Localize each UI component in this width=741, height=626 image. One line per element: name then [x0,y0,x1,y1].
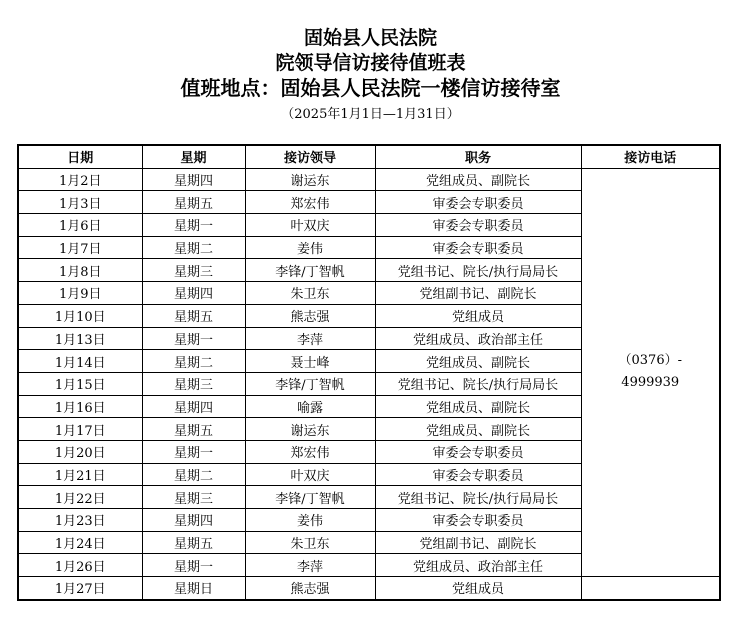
title-cell: 审委会专职委员 [375,191,581,214]
weekday-cell: 星期日 [142,577,245,600]
weekday-cell: 星期一 [142,214,245,237]
leader-cell: 李锋/丁智帆 [245,259,375,282]
table-row [18,577,720,600]
date-cell: 1月2日 [18,168,142,191]
date-cell: 1月16日 [18,395,142,418]
weekday-cell: 星期五 [142,191,245,214]
leader-cell: 喻露 [245,395,375,418]
schedule-period: （2025年1月1日—1月31日） [281,107,460,122]
leader-cell: 李萍 [245,554,375,577]
leader-cell: 叶双庆 [245,214,375,237]
weekday-cell: 星期五 [142,531,245,554]
weekday-cell: 星期二 [142,236,245,259]
weekday-cell: 星期四 [142,282,245,305]
date-cell: 1月7日 [18,236,142,259]
date-cell: 1月24日 [18,531,142,554]
weekday-cell: 星期四 [142,168,245,191]
title-cell: 党组成员、副院长 [375,418,581,441]
title-cell: 党组书记、院长/执行局局长 [375,372,581,395]
weekday-cell: 星期一 [142,327,245,350]
date-cell: 1月22日 [18,486,142,509]
phone-cell-empty [581,577,720,600]
leader-cell: 熊志强 [245,304,375,327]
leader-cell: 李锋/丁智帆 [245,372,375,395]
date-cell: 1月17日 [18,418,142,441]
title-cell: 党组成员、副院长 [375,350,581,373]
leader-cell: 李萍 [245,327,375,350]
weekday-cell: 星期五 [142,304,245,327]
title-cell: 党组成员、政治部主任 [375,327,581,350]
date-cell: 1月8日 [18,259,142,282]
leader-cell: 朱卫东 [245,282,375,305]
leader-cell: 姜伟 [245,509,375,532]
phone-number: 4999939 [621,375,680,391]
header-date: 日期 [18,145,142,168]
weekday-cell: 星期一 [142,440,245,463]
title-cell: 党组书记、院长/执行局局长 [375,486,581,509]
title-cell: 审委会专职委员 [375,236,581,259]
leader-cell: 郑宏伟 [245,191,375,214]
date-cell: 1月10日 [18,304,142,327]
title-cell: 党组副书记、副院长 [375,531,581,554]
leader-cell: 谢运东 [245,168,375,191]
header-leader: 接访领导 [245,145,375,168]
leader-cell: 谢运东 [245,418,375,441]
document-header [0,26,741,126]
leader-cell: 聂士峰 [245,350,375,373]
duty-location: 值班地点：固始县人民法院一楼信访接待室 [180,76,561,100]
weekday-cell: 星期四 [142,509,245,532]
title-cell: 审委会专职委员 [375,509,581,532]
title-cell: 审委会专职委员 [375,214,581,237]
date-cell: 1月21日 [18,463,142,486]
table-row [18,168,720,191]
court-name: 固始县人民法院 [303,27,437,49]
date-cell: 1月9日 [18,282,142,305]
title-cell: 党组成员、副院长 [375,395,581,418]
date-cell: 1月27日 [18,577,142,600]
title-cell: 党组副书记、副院长 [375,282,581,305]
weekday-cell: 星期二 [142,463,245,486]
title-cell: 党组成员、副院长 [375,168,581,191]
leader-cell: 姜伟 [245,236,375,259]
table-body [18,168,720,600]
date-cell: 1月20日 [18,440,142,463]
date-cell: 1月6日 [18,214,142,237]
header-weekday: 星期 [142,145,245,168]
header-phone: 接访电话 [581,145,720,168]
weekday-cell: 星期一 [142,554,245,577]
weekday-cell: 星期五 [142,418,245,441]
weekday-cell: 星期三 [142,372,245,395]
phone-area-code: （0376）- [618,353,682,369]
weekday-cell: 星期三 [142,259,245,282]
date-cell: 1月14日 [18,350,142,373]
date-cell: 1月15日 [18,372,142,395]
schedule-title: 院领导信访接待值班表 [275,52,466,74]
date-cell: 1月13日 [18,327,142,350]
duty-schedule-table [17,144,721,601]
leader-cell: 朱卫东 [245,531,375,554]
title-cell: 党组书记、院长/执行局局长 [375,259,581,282]
leader-cell: 叶双庆 [245,463,375,486]
phone-cell [581,168,720,576]
title-cell: 党组成员、政治部主任 [375,554,581,577]
leader-cell: 郑宏伟 [245,440,375,463]
header-title: 职务 [375,145,581,168]
date-cell: 1月26日 [18,554,142,577]
title-cell: 党组成员 [375,304,581,327]
title-cell: 党组成员 [375,577,581,600]
leader-cell: 熊志强 [245,577,375,600]
title-cell: 审委会专职委员 [375,463,581,486]
weekday-cell: 星期四 [142,395,245,418]
title-cell: 审委会专职委员 [375,440,581,463]
weekday-cell: 星期三 [142,486,245,509]
date-cell: 1月23日 [18,509,142,532]
date-cell: 1月3日 [18,191,142,214]
weekday-cell: 星期二 [142,350,245,373]
leader-cell: 李锋/丁智帆 [245,486,375,509]
table-header-row [18,145,720,168]
